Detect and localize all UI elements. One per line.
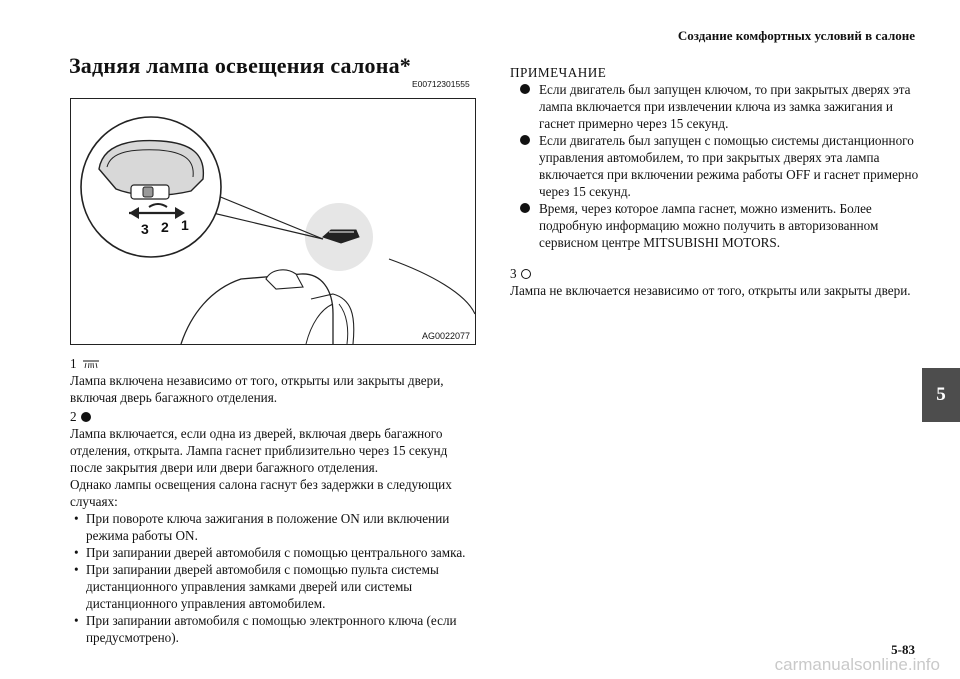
lamp-illustration-drawing bbox=[71, 99, 475, 344]
right-column bbox=[510, 64, 920, 299]
figure-label-2: 2 bbox=[161, 219, 169, 235]
item-2-text: Лампа включается, если одна из дверей, включая дверь багажного отделения, открыта. Лампа гаснет приблизительно через 15 секунд после закрытия двери или двери багажного отделения. bbox=[70, 426, 448, 475]
item-2-header bbox=[70, 408, 480, 425]
chapter-tab: 5 bbox=[922, 368, 960, 422]
section-header: Создание комфортных условий в салоне bbox=[677, 28, 915, 43]
list-item: • При повороте ключа зажигания в положение ON или включении режима работы ON. bbox=[74, 511, 450, 543]
list-item: • При запирании автомобиля с помощью электронного ключа (если предусмотрено). bbox=[74, 613, 457, 645]
title-code: E00712301555 bbox=[412, 79, 470, 89]
filled-circle-icon bbox=[81, 412, 91, 422]
figure-code: AG0022077 bbox=[421, 331, 470, 341]
page-number: 5-83 bbox=[891, 642, 915, 657]
filled-circle-icon bbox=[520, 203, 530, 213]
filled-circle-icon bbox=[520, 135, 530, 145]
filled-circle-icon bbox=[520, 84, 530, 94]
bullet-marker: • bbox=[74, 545, 79, 560]
item-1-header bbox=[70, 355, 480, 372]
figure-label-3: 3 bbox=[141, 221, 149, 237]
list-item: • При запирании дверей автомобиля с помощью центрального замка. bbox=[74, 545, 466, 560]
item-3-header bbox=[510, 265, 920, 282]
item-1-text: Лампа включена независимо от того, открыты или закрыты двери, включая дверь багажного отделения. bbox=[70, 373, 444, 405]
door-lamp-icon bbox=[81, 358, 101, 370]
figure-label-1: 1 bbox=[181, 217, 189, 233]
item-2-number: 2 bbox=[70, 409, 77, 424]
empty-circle-icon bbox=[521, 269, 531, 279]
item-3-number: 3 bbox=[510, 266, 517, 281]
bullet-marker: • bbox=[74, 613, 79, 628]
note-item: Если двигатель был запущен с помощью системы дистанционного управления автомобилем, то при закрытых дверях эта лампа включается при включении режима работы OFF и гаснет примерно через 15 секунд. bbox=[510, 132, 920, 200]
bullet-marker: • bbox=[74, 562, 79, 577]
watermark: carmanualsonline.info bbox=[774, 655, 940, 674]
note-list bbox=[510, 81, 920, 251]
list-item: • При запирании дверей автомобиля с помощью пульта системы дистанционного управления замками дверей или системы дистанционного управления автомобилем. bbox=[74, 562, 439, 611]
page-title: Задняя лампа освещения салона* bbox=[69, 53, 411, 78]
item-2-extra: Однако лампы освещения салона гаснут без задержки в следующих случаях: bbox=[70, 477, 452, 509]
lamp-illustration bbox=[70, 98, 476, 345]
item-3-text: Лампа не включается независимо от того, открыты или закрыты двери. bbox=[510, 283, 911, 298]
bullet-marker: • bbox=[74, 511, 79, 526]
note-heading: ПРИМЕЧАНИЕ bbox=[510, 65, 607, 80]
item-1-number: 1 bbox=[70, 356, 77, 371]
left-column bbox=[70, 355, 480, 646]
note-item: Время, через которое лампа гаснет, можно изменить. Более подробную информацию можно получить в авторизованном сервисном центре MITSUBISHI MOTORS. bbox=[510, 200, 920, 251]
item-2-bullet-list bbox=[70, 510, 480, 646]
note-item: Если двигатель был запущен ключом, то при закрытых дверях эта лампа включается при извлечении ключа из замка зажигания и гаснет примерно через 15 секунд. bbox=[510, 81, 920, 132]
